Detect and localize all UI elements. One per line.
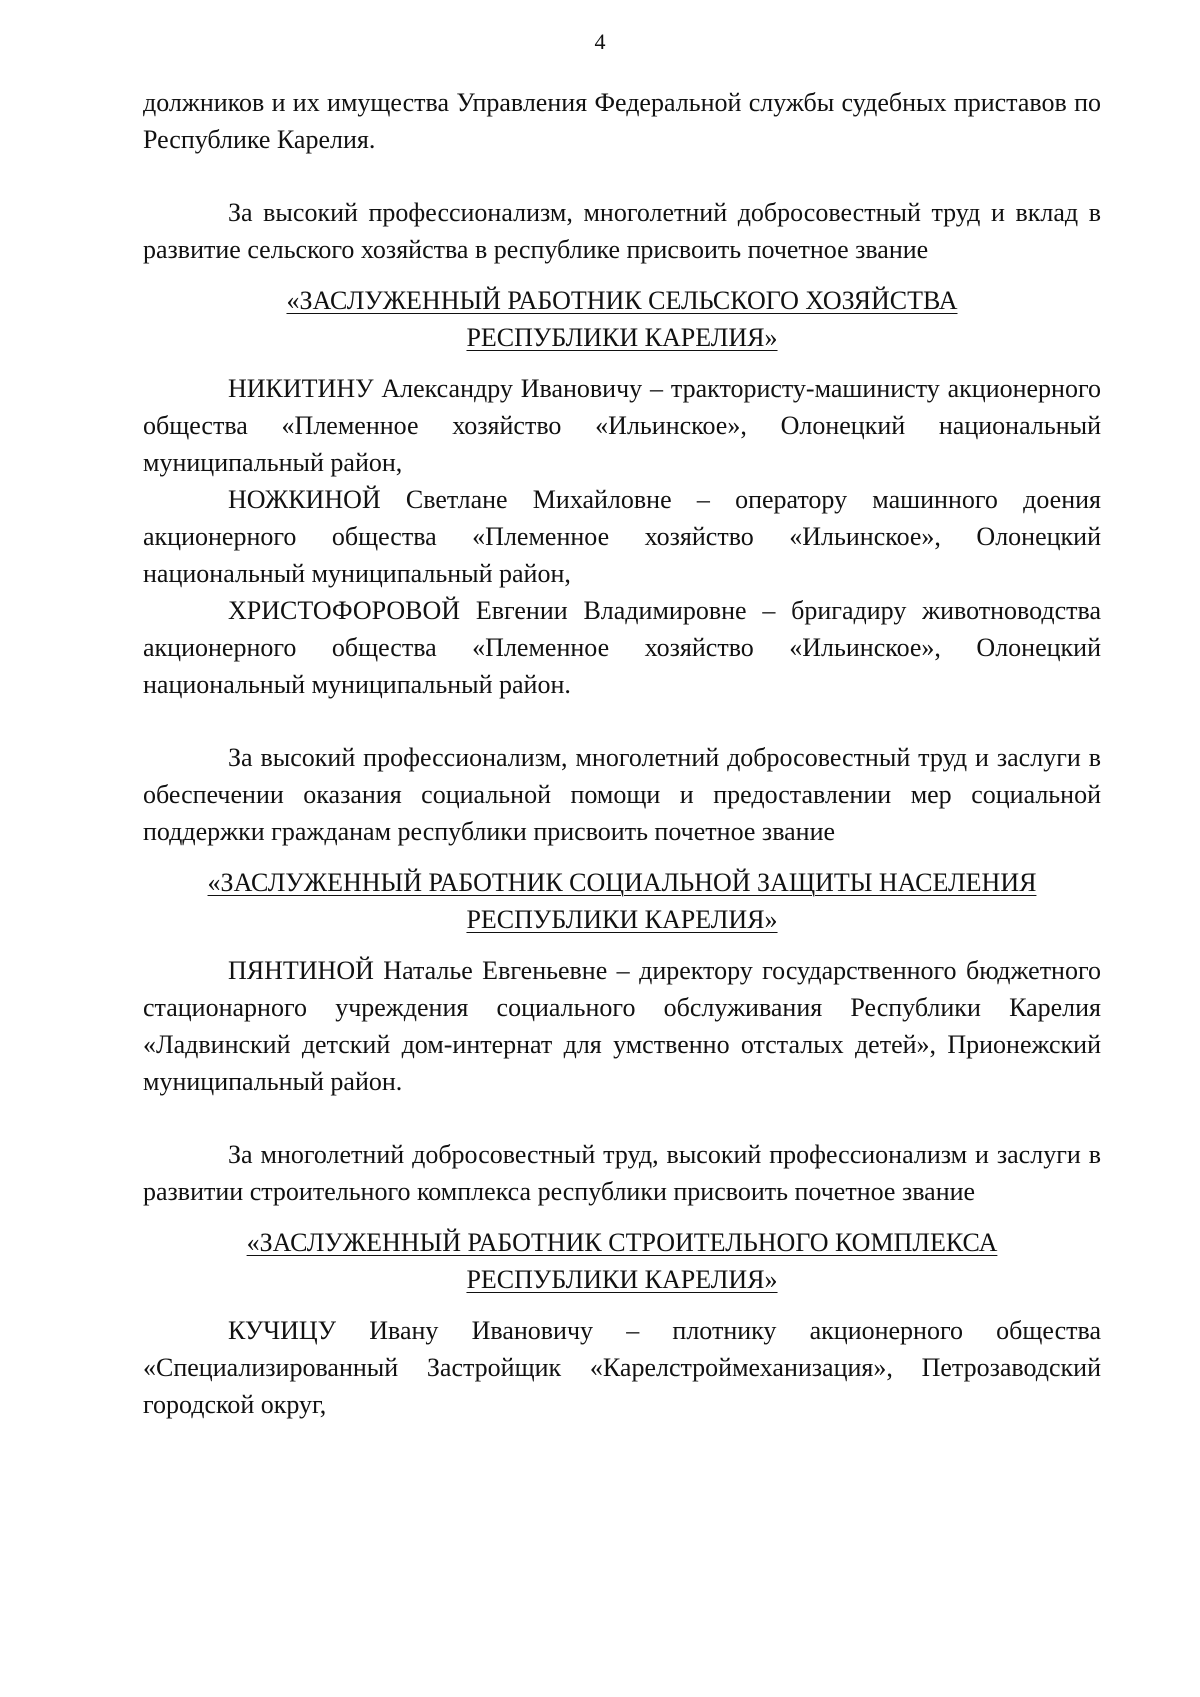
title-agriculture-honor bbox=[143, 282, 1101, 356]
title-social-line2: РЕСПУБЛИКИ КАРЕЛИЯ» bbox=[466, 905, 778, 934]
title-agriculture-line1: «ЗАСЛУЖЕННЫЙ РАБОТНИК СЕЛЬСКОГО ХОЗЯЙСТВА bbox=[286, 286, 958, 315]
title-agriculture-line2: РЕСПУБЛИКИ КАРЕЛИЯ» bbox=[466, 323, 778, 352]
document-body bbox=[143, 84, 1101, 1423]
title-construction-honor bbox=[143, 1224, 1101, 1298]
title-construction-line2: РЕСПУБЛИКИ КАРЕЛИЯ» bbox=[466, 1265, 778, 1294]
awardee-nikitin: НИКИТИНУ Александру Ивановичу – трактористу-машинисту акционерного общества «Племенное хозяйство «Ильинское», Олонецкий национальный муниципальный район, bbox=[143, 374, 1101, 477]
paragraph-continuation: должников и их имущества Управления Федеральной службы судебных приставов по Республике Карелия. bbox=[143, 88, 1101, 154]
title-construction-line1: «ЗАСЛУЖЕННЫЙ РАБОТНИК СТРОИТЕЛЬНОГО КОМПЛЕКСА bbox=[246, 1228, 998, 1257]
title-social-protection-honor bbox=[143, 864, 1101, 938]
awardee-khristoforova: ХРИСТОФОРОВОЙ Евгении Владимировне – бригадиру животноводства акционерного общества «Племенное хозяйство «Ильинское», Олонецкий национальный муниципальный район. bbox=[143, 596, 1101, 699]
awardee-pyantina: ПЯНТИНОЙ Наталье Евгеньевне – директору государственного бюджетного стационарного учреждения социального обслуживания Республики Карелия «Ладвинский детский дом-интернат для умственно отсталых детей», Прионежский муниципальный район. bbox=[143, 956, 1101, 1096]
paragraph-award-intro-construction: За многолетний добросовестный труд, высокий профессионализм и заслуги в развитии строительного комплекса республики присвоить почетное звание bbox=[143, 1140, 1101, 1206]
page-number: 4 bbox=[594, 29, 606, 54]
awardee-nozhkina: НОЖКИНОЙ Светлане Михайловне – оператору машинного доения акционерного общества «Племенное хозяйство «Ильинское», Олонецкий национальный муниципальный район, bbox=[143, 485, 1101, 588]
awardee-kuchits: КУЧИЦУ Ивану Ивановичу – плотнику акционерного общества «Специализированный Застройщик «Карелстроймеханизация», Петрозаводский городской округ, bbox=[143, 1316, 1101, 1419]
title-social-line1: «ЗАСЛУЖЕННЫЙ РАБОТНИК СОЦИАЛЬНОЙ ЗАЩИТЫ НАСЕЛЕНИЯ bbox=[207, 868, 1037, 897]
paragraph-award-intro-agriculture: За высокий профессионализм, многолетний добросовестный труд и вклад в развитие сельского хозяйства в республике присвоить почетное звание bbox=[143, 198, 1101, 264]
paragraph-award-intro-social: За высокий профессионализм, многолетний добросовестный труд и заслуги в обеспечении оказания социальной помощи и предоставлении мер социальной поддержки гражданам республики присвоить почетное звание bbox=[143, 743, 1101, 846]
